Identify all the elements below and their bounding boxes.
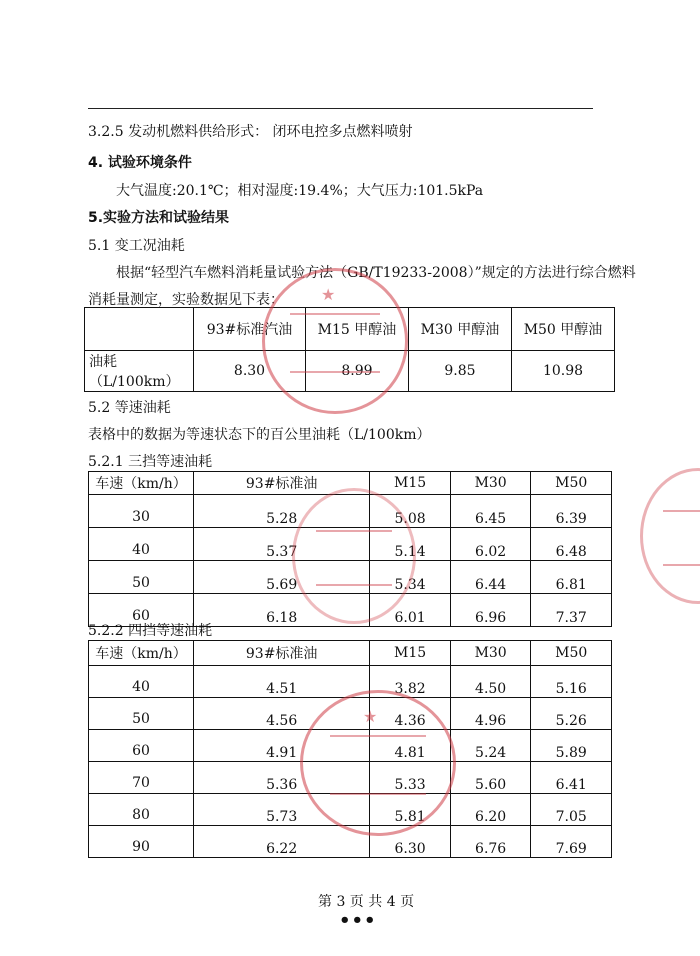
table-row (89, 495, 612, 528)
table-row (89, 762, 612, 794)
paragraph-line-2: 消耗量测定，实验数据见下表： (88, 292, 284, 308)
seal-star-icon: ★ (363, 707, 378, 726)
table-cell: 6.81 (531, 561, 612, 594)
section-5-2-2: 5.2.2 四挡等速油耗 (88, 623, 213, 639)
header-rule (88, 108, 593, 109)
table-cell: 6.39 (531, 495, 612, 528)
section-5-2-1: 5.2.1 三挡等速油耗 (88, 454, 213, 470)
table-cell: 7.05 (531, 794, 612, 826)
table-header-row (85, 308, 615, 351)
table-header-cell: M15 (370, 472, 451, 495)
table-cell: 5.69 (194, 561, 370, 594)
table-cell: 5.36 (194, 762, 370, 794)
table-header-cell: 93#标准汽油 (194, 308, 306, 351)
table-cell: 6.44 (450, 561, 531, 594)
table-cell: 5.34 (370, 561, 451, 594)
table-header-cell: 车速（km/h） (89, 641, 194, 666)
table-row (89, 528, 612, 561)
table-cell: 6.30 (370, 826, 451, 858)
table-header-cell (85, 308, 194, 351)
table-cell: 6.96 (450, 594, 531, 627)
table-cell: 6.76 (450, 826, 531, 858)
table-header-cell: M50 (531, 472, 612, 495)
speed-cell: 40 (89, 666, 194, 698)
table-cell: 5.37 (194, 528, 370, 561)
table-header-cell: M30 (450, 472, 531, 495)
table-cell: 9.85 (408, 351, 511, 392)
table-header-cell: M50 (531, 641, 612, 666)
heading-5: 5.实验方法和试验结果 (88, 210, 230, 226)
environment-conditions: 大气温度:20.1℃；相对湿度:19.4%；大气压力:101.5kPa (116, 183, 484, 199)
table-cell: 4.51 (194, 666, 370, 698)
table-cell: 5.73 (194, 794, 370, 826)
table-header-cell: M30 甲醇油 (408, 308, 511, 351)
table-cell: 4.91 (194, 730, 370, 762)
table-cell: 5.08 (370, 495, 451, 528)
table-header-cell: 93#标准油 (194, 641, 370, 666)
official-seal-partial (640, 468, 700, 604)
speed-cell: 50 (89, 561, 194, 594)
speed-cell: 60 (89, 730, 194, 762)
table-row-label: 油耗（L/100km） (85, 351, 194, 392)
table-cell: 6.18 (194, 594, 370, 627)
table-cell: 7.69 (531, 826, 612, 858)
table-row (89, 826, 612, 858)
table-header-cell: 93#标准油 (194, 472, 370, 495)
table-cell: 5.24 (450, 730, 531, 762)
table-cell: 6.22 (194, 826, 370, 858)
table-cell: 4.56 (194, 698, 370, 730)
speed-cell: 30 (89, 495, 194, 528)
table-cell: 4.36 (370, 698, 451, 730)
table-cell: 6.01 (370, 594, 451, 627)
line-3-2-5: 3.2.5 发动机燃料供给形式： 闭环电控多点燃料喷射 (88, 124, 413, 140)
table-cell: 4.81 (370, 730, 451, 762)
table-header-cell: M50 甲醇油 (511, 308, 614, 351)
table-cell: 6.02 (450, 528, 531, 561)
speed-cell: 80 (89, 794, 194, 826)
table-cell: 10.98 (511, 351, 614, 392)
speed-cell: 60 (89, 594, 194, 627)
table-cell: 6.48 (531, 528, 612, 561)
table-fourth-gear (88, 640, 612, 858)
table-cell: 6.20 (450, 794, 531, 826)
table-cell: 5.33 (370, 762, 451, 794)
table-variable-condition (84, 307, 615, 392)
table-row (89, 794, 612, 826)
table-cell: 6.45 (450, 495, 531, 528)
speed-cell: 40 (89, 528, 194, 561)
section-5-1: 5.1 变工况油耗 (88, 238, 185, 254)
table-cell: 5.16 (531, 666, 612, 698)
paragraph-5-2: 表格中的数据为等速状态下的百公里油耗（L/100km） (88, 427, 431, 443)
page-number: 第 3 页 共 4 页 (318, 894, 415, 910)
table-cell: 5.14 (370, 528, 451, 561)
footer-dots: ••• (339, 910, 377, 931)
table-header-cell: M15 (370, 641, 451, 666)
seal-star-icon: ★ (321, 285, 336, 304)
table-cell: 5.81 (370, 794, 451, 826)
paragraph-line-1: 根据“轻型汽车燃料消耗量试验方法（GB/T19233-2008）”规定的方法进行综合燃料 (116, 265, 636, 281)
table-header-row (89, 472, 612, 495)
speed-cell: 90 (89, 826, 194, 858)
table-header-cell: 车速（km/h） (89, 472, 194, 495)
table-cell: 5.28 (194, 495, 370, 528)
table-header-cell: M15 甲醇油 (305, 308, 408, 351)
table-cell: 8.99 (305, 351, 408, 392)
table-row (85, 351, 615, 392)
table-row (89, 730, 612, 762)
table-cell: 3.82 (370, 666, 451, 698)
table-header-row (89, 641, 612, 666)
speed-cell: 50 (89, 698, 194, 730)
table-row (89, 666, 612, 698)
speed-cell: 70 (89, 762, 194, 794)
section-5-2: 5.2 等速油耗 (88, 400, 171, 416)
table-cell: 5.26 (531, 698, 612, 730)
table-row (89, 561, 612, 594)
table-row (89, 698, 612, 730)
table-cell: 5.89 (531, 730, 612, 762)
table-cell: 4.50 (450, 666, 531, 698)
table-cell: 5.60 (450, 762, 531, 794)
table-third-gear (88, 471, 612, 627)
table-cell: 4.96 (450, 698, 531, 730)
table-cell: 6.41 (531, 762, 612, 794)
heading-4: 4. 试验环境条件 (88, 155, 192, 171)
table-cell: 7.37 (531, 594, 612, 627)
table-cell: 8.30 (194, 351, 306, 392)
table-header-cell: M30 (450, 641, 531, 666)
